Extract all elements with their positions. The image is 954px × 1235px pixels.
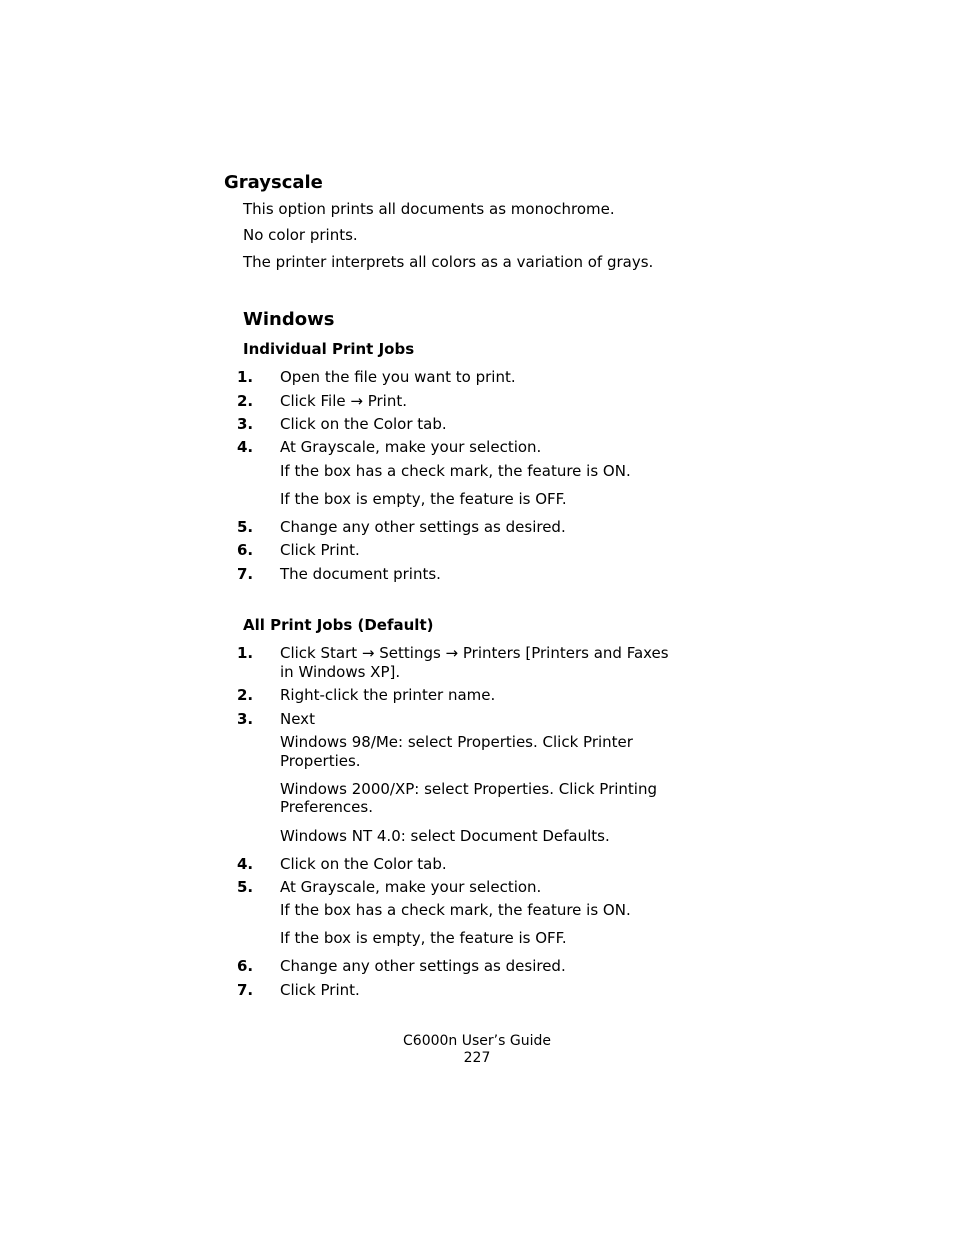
footer-guide-title: C6000n User’s Guide — [403, 1033, 551, 1049]
step-number: 7. — [237, 565, 254, 583]
paragraph: No color prints. — [243, 226, 358, 244]
step-number: 5. — [237, 518, 254, 536]
step-number: 7. — [237, 981, 254, 999]
step-text: Open the file you want to print. — [280, 368, 516, 386]
section-title: Grayscale — [224, 172, 323, 193]
step-number: 6. — [237, 541, 254, 559]
paragraph: This option prints all documents as monochrome. — [243, 200, 615, 218]
subsection-title: Windows — [243, 309, 335, 330]
step-text: Click on the Color tab. — [280, 415, 447, 433]
step-note: Preferences. — [280, 798, 373, 816]
step-number: 4. — [237, 855, 254, 873]
step-note: If the box is empty, the feature is OFF. — [280, 490, 567, 508]
step-text: in Windows XP]. — [280, 663, 401, 681]
step-text: Next — [280, 710, 315, 728]
step-text: Change any other settings as desired. — [280, 518, 566, 536]
step-text: Click on the Color tab. — [280, 855, 447, 873]
step-number: 5. — [237, 878, 254, 896]
step-note: Windows 98/Me: select Properties. Click Printer — [280, 733, 633, 751]
step-text: Change any other settings as desired. — [280, 957, 566, 975]
step-number: 1. — [237, 368, 254, 386]
page-number: 227 — [463, 1050, 491, 1066]
step-text: Click Start → Settings → Printers [Printers and Faxes — [280, 644, 669, 662]
procedure-title: All Print Jobs (Default) — [243, 616, 434, 634]
step-text: Click Print. — [280, 981, 360, 999]
step-text: Click Print. — [280, 541, 360, 559]
step-note: If the box has a check mark, the feature is ON. — [280, 462, 631, 480]
step-text: The document prints. — [280, 565, 441, 583]
step-number: 3. — [237, 710, 254, 728]
step-number: 2. — [237, 686, 254, 704]
step-number: 6. — [237, 957, 254, 975]
procedure-title: Individual Print Jobs — [243, 340, 415, 358]
step-note: If the box is empty, the feature is OFF. — [280, 929, 567, 947]
step-note: Properties. — [280, 752, 361, 770]
step-note: Windows 2000/XP: select Properties. Click Printing — [280, 780, 657, 798]
step-number: 1. — [237, 644, 254, 662]
step-number: 2. — [237, 392, 254, 410]
step-text: At Grayscale, make your selection. — [280, 438, 542, 456]
step-note: If the box has a check mark, the feature is ON. — [280, 901, 631, 919]
paragraph: The printer interprets all colors as a variation of grays. — [243, 253, 654, 271]
step-note: Windows NT 4.0: select Document Defaults. — [280, 827, 610, 845]
step-text: Click File → Print. — [280, 392, 407, 410]
step-number: 3. — [237, 415, 254, 433]
step-text: At Grayscale, make your selection. — [280, 878, 542, 896]
step-number: 4. — [237, 438, 254, 456]
step-text: Right-click the printer name. — [280, 686, 496, 704]
